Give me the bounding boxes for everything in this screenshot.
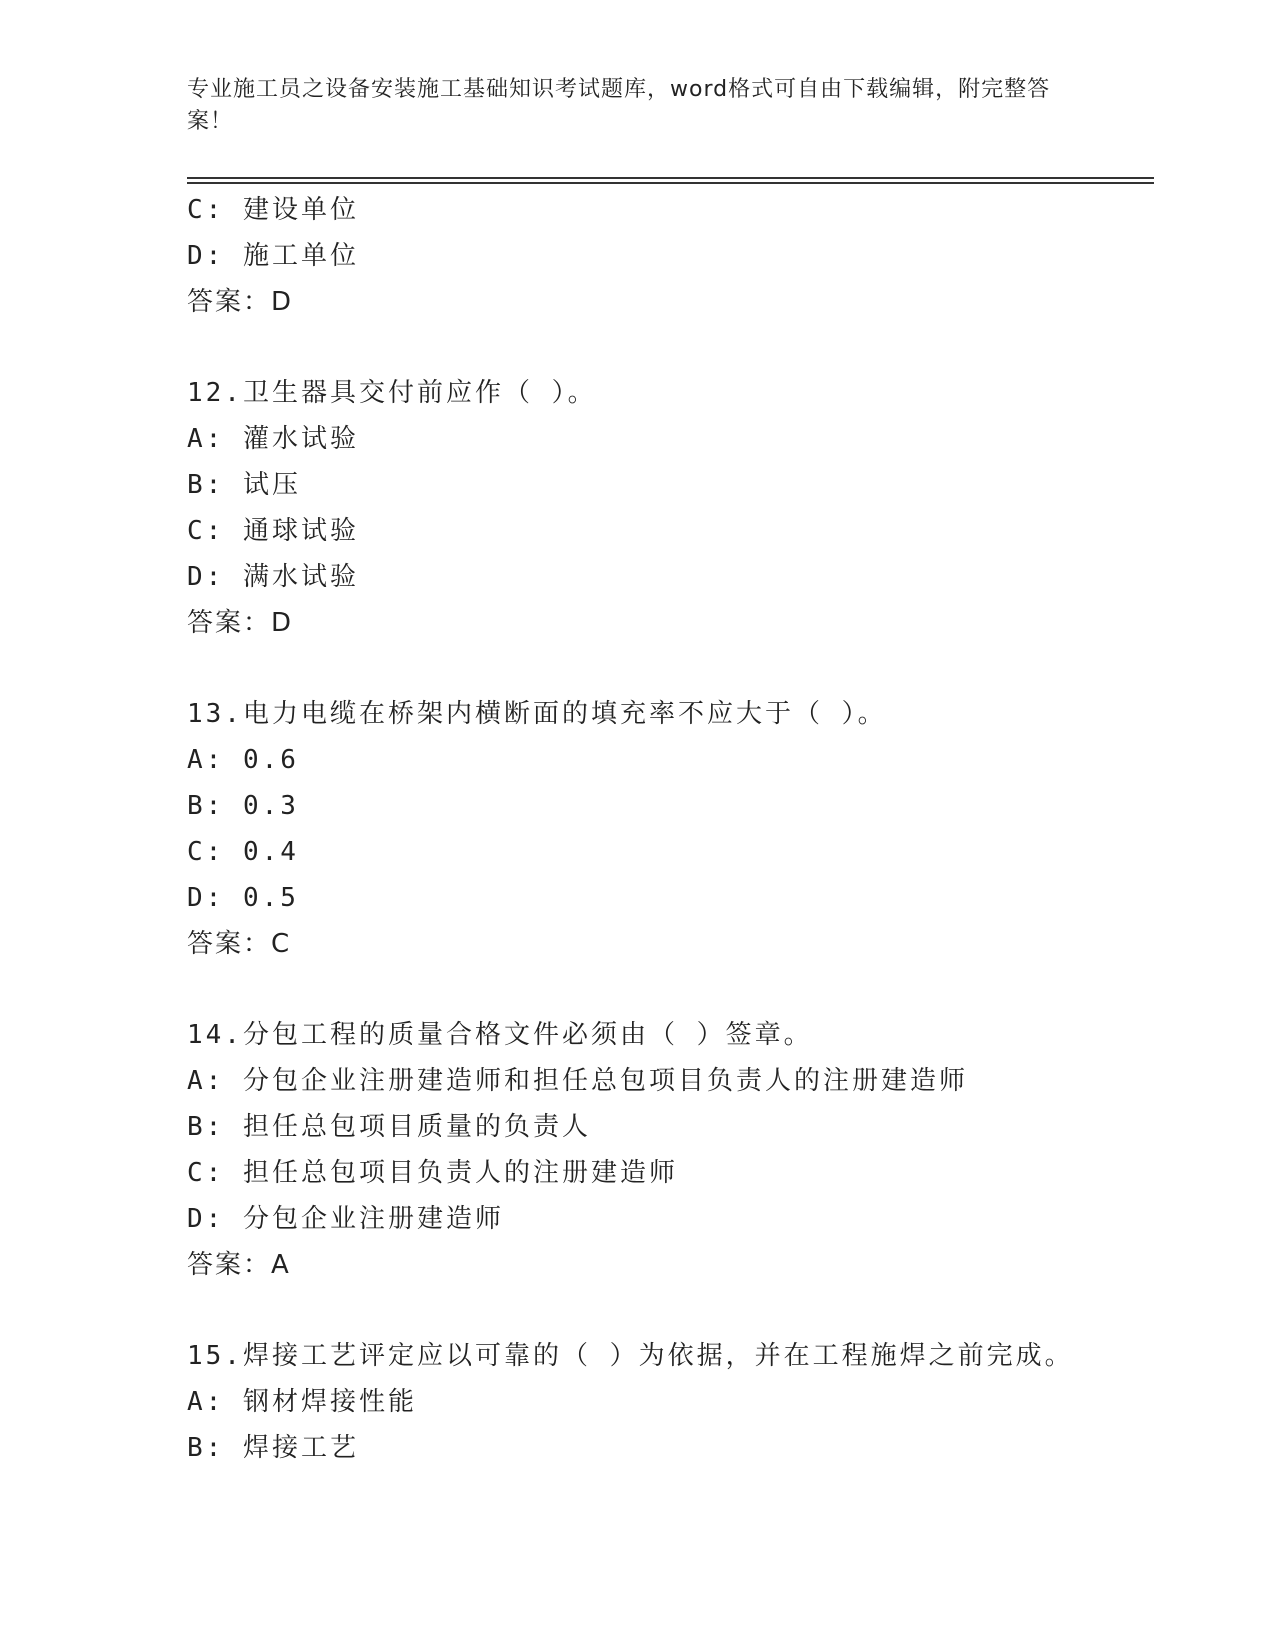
- spacer: [187, 325, 1147, 370]
- option-b: B: 焊接工艺: [187, 1433, 359, 1463]
- option-c: C: 建设单位: [187, 195, 359, 225]
- header-rule-bottom: [187, 182, 1154, 184]
- option-d: D: 分包企业注册建造师: [187, 1204, 504, 1234]
- question-stem: 12.卫生器具交付前应作（ ）。: [187, 378, 597, 408]
- option-b: B: 试压: [187, 470, 301, 500]
- header-rule-top: [187, 177, 1154, 179]
- option-c: C: 0.4: [187, 837, 299, 867]
- answer: 答案：C: [187, 929, 292, 959]
- option-c: C: 通球试验: [187, 516, 359, 546]
- question-14: [187, 1012, 1147, 1288]
- option-a: A: 0.6: [187, 745, 299, 775]
- question-stem: 13.电力电缆在桥架内横断面的填充率不应大于（ ）。: [187, 699, 887, 729]
- option-a: A: 钢材焊接性能: [187, 1387, 417, 1417]
- option-a: A: 分包企业注册建造师和担任总包项目负责人的注册建造师: [187, 1066, 968, 1096]
- option-d: D: 0.5: [187, 883, 299, 913]
- question-stem: 14.分包工程的质量合格文件必须由（ ）签章。: [187, 1020, 813, 1050]
- spacer: [187, 1288, 1147, 1333]
- question-15: [187, 1333, 1147, 1471]
- option-c: C: 担任总包项目负责人的注册建造师: [187, 1158, 678, 1188]
- spacer: [187, 967, 1147, 1012]
- answer: 答案：A: [187, 1250, 291, 1280]
- spacer: [187, 646, 1147, 691]
- answer: 答案：D: [187, 608, 294, 638]
- option-b: B: 担任总包项目质量的负责人: [187, 1112, 591, 1142]
- question-11-continued: [187, 187, 1147, 325]
- option-d: D: 满水试验: [187, 562, 359, 592]
- question-12: [187, 370, 1147, 646]
- option-a: A: 灌水试验: [187, 424, 359, 454]
- question-13: [187, 691, 1147, 967]
- answer: 答案：D: [187, 287, 294, 317]
- question-stem: 15.焊接工艺评定应以可靠的（ ）为依据，并在工程施焊之前完成。: [187, 1341, 1074, 1371]
- question-list: [187, 187, 1147, 1471]
- document-header: 专业施工员之设备安装施工基础知识考试题库，word格式可自由下载编辑，附完整答案！: [187, 77, 1051, 134]
- option-d: D: 施工单位: [187, 241, 359, 271]
- option-b: B: 0.3: [187, 791, 299, 821]
